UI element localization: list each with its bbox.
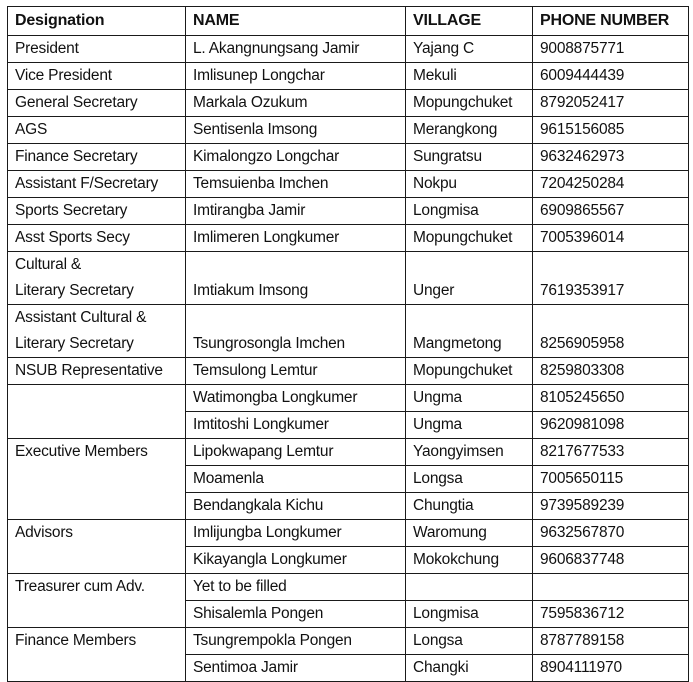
office-bearers-table (7, 6, 689, 682)
village-cell: Ungma (406, 385, 533, 412)
table-row (8, 305, 689, 358)
name-cell: Imtiakum Imsong (186, 252, 406, 305)
village-cell: Merangkong (406, 117, 533, 144)
designation-cell: Finance Secretary (8, 144, 186, 171)
village-cell: Mopungchuket (406, 358, 533, 385)
phone-cell: 8217677533 (533, 439, 689, 466)
village-cell: Mekuli (406, 63, 533, 90)
village-cell: Unger (406, 252, 533, 305)
village-cell: Nokpu (406, 171, 533, 198)
designation-cell: General Secretary (8, 90, 186, 117)
phone-cell (533, 574, 689, 601)
table-row (8, 358, 689, 385)
name-cell: Watimongba Longkumer (186, 385, 406, 412)
phone-cell: 8904111970 (533, 655, 689, 682)
village-cell: Ungma (406, 412, 533, 439)
phone-cell: 7005650115 (533, 466, 689, 493)
name-cell: Imlijungba Longkumer (186, 520, 406, 547)
designation-cell (8, 385, 186, 439)
phone-cell: 8256905958 (533, 305, 689, 358)
name-cell: Kikayangla Longkumer (186, 547, 406, 574)
designation-line: Assistant Cultural & (15, 309, 147, 326)
name-cell: Imtitoshi Longkumer (186, 412, 406, 439)
designation-cell (8, 305, 186, 358)
village-cell: Mangmetong (406, 305, 533, 358)
name-cell: Temsuienba Imchen (186, 171, 406, 198)
designation-cell: Sports Secretary (8, 198, 186, 225)
phone-cell: 9632567870 (533, 520, 689, 547)
name-cell: Temsulong Lemtur (186, 358, 406, 385)
designation-cell: President (8, 36, 186, 63)
table-row (8, 385, 689, 412)
phone-cell: 8259803308 (533, 358, 689, 385)
name-cell: Lipokwapang Lemtur (186, 439, 406, 466)
table-row (8, 520, 689, 547)
designation-cell: Asst Sports Secy (8, 225, 186, 252)
village-cell (406, 574, 533, 601)
table-row (8, 171, 689, 198)
name-cell: Shisalemla Pongen (186, 601, 406, 628)
table-row (8, 198, 689, 225)
phone-cell: 9632462973 (533, 144, 689, 171)
phone-cell: 9606837748 (533, 547, 689, 574)
name-cell: Sentimoa Jamir (186, 655, 406, 682)
designation-line: Cultural & (15, 256, 82, 273)
village-cell: Longsa (406, 628, 533, 655)
phone-cell: 8792052417 (533, 90, 689, 117)
designation-cell: NSUB Representative (8, 358, 186, 385)
village-cell: Mopungchuket (406, 225, 533, 252)
village-cell: Waromung (406, 520, 533, 547)
table-row (8, 144, 689, 171)
office-bearers-table-container (7, 6, 689, 682)
name-cell: Tsungrosongla Imchen (186, 305, 406, 358)
table-header-row (8, 7, 689, 36)
village-cell: Longmisa (406, 601, 533, 628)
designation-line: Literary Secretary (15, 282, 134, 299)
village-cell: Longsa (406, 466, 533, 493)
table-row (8, 628, 689, 655)
header-phone-number: PHONE NUMBER (533, 7, 689, 36)
table-row (8, 36, 689, 63)
phone-cell: 9008875771 (533, 36, 689, 63)
name-cell: Kimalongzo Longchar (186, 144, 406, 171)
phone-cell: 9620981098 (533, 412, 689, 439)
phone-cell: 7595836712 (533, 601, 689, 628)
table-row (8, 117, 689, 144)
header-village: VILLAGE (406, 7, 533, 36)
phone-cell: 9615156085 (533, 117, 689, 144)
village-cell: Yaongyimsen (406, 439, 533, 466)
designation-cell: Treasurer cum Adv. (8, 574, 186, 628)
village-cell: Mopungchuket (406, 90, 533, 117)
village-cell: Changki (406, 655, 533, 682)
table-row (8, 225, 689, 252)
header-designation: Designation (8, 7, 186, 36)
village-cell: Mokokchung (406, 547, 533, 574)
name-cell: Markala Ozukum (186, 90, 406, 117)
name-cell: Imtirangba Jamir (186, 198, 406, 225)
designation-cell (8, 252, 186, 305)
phone-cell: 6909865567 (533, 198, 689, 225)
designation-line: Literary Secretary (15, 335, 134, 352)
designation-cell: Executive Members (8, 439, 186, 520)
village-cell: Sungratsu (406, 144, 533, 171)
name-cell: Tsungrempokla Pongen (186, 628, 406, 655)
table-row (8, 252, 689, 305)
designation-cell: Vice President (8, 63, 186, 90)
table-row (8, 63, 689, 90)
designation-cell: Advisors (8, 520, 186, 574)
designation-cell: Assistant F/Secretary (8, 171, 186, 198)
name-cell: Bendangkala Kichu (186, 493, 406, 520)
village-cell: Longmisa (406, 198, 533, 225)
table-row (8, 90, 689, 117)
designation-cell: Finance Members (8, 628, 186, 682)
village-cell: Chungtia (406, 493, 533, 520)
table-row (8, 574, 689, 601)
name-cell: Moamenla (186, 466, 406, 493)
phone-cell: 9739589239 (533, 493, 689, 520)
phone-cell: 7619353917 (533, 252, 689, 305)
village-cell: Yajang C (406, 36, 533, 63)
name-cell: Imlisunep Longchar (186, 63, 406, 90)
phone-cell: 6009444439 (533, 63, 689, 90)
phone-cell: 7204250284 (533, 171, 689, 198)
name-cell: Yet to be filled (186, 574, 406, 601)
phone-cell: 7005396014 (533, 225, 689, 252)
name-cell: L. Akangnungsang Jamir (186, 36, 406, 63)
phone-cell: 8105245650 (533, 385, 689, 412)
table-row (8, 439, 689, 466)
phone-cell: 8787789158 (533, 628, 689, 655)
name-cell: Sentisenla Imsong (186, 117, 406, 144)
designation-cell: AGS (8, 117, 186, 144)
header-name: NAME (186, 7, 406, 36)
name-cell: Imlimeren Longkumer (186, 225, 406, 252)
